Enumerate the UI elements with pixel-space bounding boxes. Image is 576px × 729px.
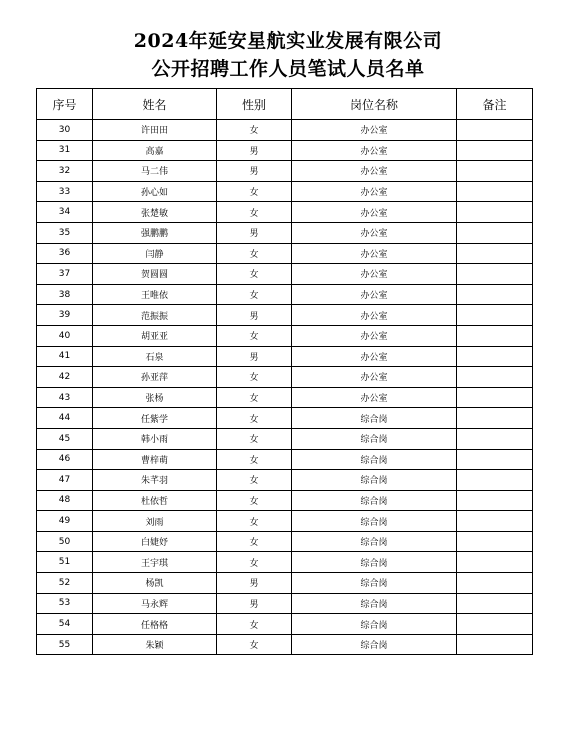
cell-gender: 男 — [217, 346, 292, 367]
title-line-1: 2024年延安星航实业发展有限公司 — [133, 30, 443, 52]
cell-no: 42 — [37, 367, 93, 388]
cell-gender: 女 — [217, 490, 292, 511]
cell-post: 综合岗 — [292, 449, 457, 470]
cell-note — [457, 408, 533, 429]
cell-post: 综合岗 — [292, 614, 457, 635]
table-header — [37, 89, 533, 120]
table-row — [37, 614, 533, 635]
cell-name: 张楚敏 — [93, 202, 217, 223]
cell-name: 贺圆圆 — [93, 264, 217, 285]
cell-no: 35 — [37, 222, 93, 243]
table-row — [37, 305, 533, 326]
cell-no: 30 — [37, 120, 93, 141]
cell-gender: 女 — [217, 202, 292, 223]
table-row — [37, 511, 533, 532]
cell-no: 34 — [37, 202, 93, 223]
cell-name: 石泉 — [93, 346, 217, 367]
cell-gender: 女 — [217, 367, 292, 388]
cell-gender: 女 — [217, 181, 292, 202]
cell-no: 36 — [37, 243, 93, 264]
cell-name: 朱颖 — [93, 634, 217, 655]
cell-gender: 男 — [217, 222, 292, 243]
header-post: 岗位名称 — [292, 89, 457, 120]
candidate-table — [36, 88, 533, 655]
cell-name: 刘雨 — [93, 511, 217, 532]
cell-gender: 男 — [217, 161, 292, 182]
document-title — [0, 27, 576, 83]
cell-name: 王唯依 — [93, 284, 217, 305]
cell-name: 高嘉 — [93, 140, 217, 161]
table-row — [37, 573, 533, 594]
cell-name: 朱芊羽 — [93, 470, 217, 491]
cell-name: 韩小雨 — [93, 428, 217, 449]
cell-note — [457, 634, 533, 655]
table-row — [37, 408, 533, 429]
cell-name: 曹梓萌 — [93, 449, 217, 470]
cell-gender: 女 — [217, 428, 292, 449]
cell-gender: 女 — [217, 325, 292, 346]
cell-no: 53 — [37, 593, 93, 614]
cell-note — [457, 140, 533, 161]
table-row — [37, 243, 533, 264]
cell-note — [457, 120, 533, 141]
header-note: 备注 — [457, 89, 533, 120]
cell-gender: 女 — [217, 408, 292, 429]
cell-no: 45 — [37, 428, 93, 449]
cell-gender: 女 — [217, 634, 292, 655]
cell-note — [457, 552, 533, 573]
table-row — [37, 593, 533, 614]
table-row — [37, 120, 533, 141]
title-line-2: 公开招聘工作人员笔试人员名单 — [151, 58, 425, 80]
cell-gender: 女 — [217, 449, 292, 470]
cell-note — [457, 367, 533, 388]
cell-no: 43 — [37, 387, 93, 408]
cell-post: 综合岗 — [292, 552, 457, 573]
cell-gender: 女 — [217, 511, 292, 532]
cell-name: 强鹏鹏 — [93, 222, 217, 243]
cell-post: 办公室 — [292, 222, 457, 243]
cell-post: 办公室 — [292, 202, 457, 223]
table-row — [37, 346, 533, 367]
cell-no: 48 — [37, 490, 93, 511]
cell-name: 白婕妤 — [93, 531, 217, 552]
cell-name: 杨凯 — [93, 573, 217, 594]
table-row — [37, 161, 533, 182]
cell-name: 马永辉 — [93, 593, 217, 614]
cell-note — [457, 284, 533, 305]
cell-note — [457, 531, 533, 552]
cell-post: 办公室 — [292, 305, 457, 326]
cell-no: 40 — [37, 325, 93, 346]
cell-no: 54 — [37, 614, 93, 635]
table-row — [37, 284, 533, 305]
table-row — [37, 470, 533, 491]
cell-name: 任紫学 — [93, 408, 217, 429]
cell-post: 办公室 — [292, 367, 457, 388]
cell-gender: 男 — [217, 140, 292, 161]
table-row — [37, 387, 533, 408]
cell-note — [457, 511, 533, 532]
cell-gender: 女 — [217, 120, 292, 141]
cell-note — [457, 325, 533, 346]
cell-gender: 男 — [217, 573, 292, 594]
cell-name: 杜依哲 — [93, 490, 217, 511]
cell-no: 52 — [37, 573, 93, 594]
table-row — [37, 140, 533, 161]
cell-no: 51 — [37, 552, 93, 573]
cell-gender: 女 — [217, 387, 292, 408]
cell-no: 32 — [37, 161, 93, 182]
cell-no: 44 — [37, 408, 93, 429]
cell-note — [457, 449, 533, 470]
table-row — [37, 428, 533, 449]
cell-gender: 女 — [217, 284, 292, 305]
cell-note — [457, 490, 533, 511]
cell-name: 王宇琪 — [93, 552, 217, 573]
header-row — [37, 89, 533, 120]
table-row — [37, 181, 533, 202]
cell-name: 马二伟 — [93, 161, 217, 182]
cell-name: 许田田 — [93, 120, 217, 141]
table-row — [37, 531, 533, 552]
cell-name: 孙亚萍 — [93, 367, 217, 388]
cell-note — [457, 305, 533, 326]
cell-no: 31 — [37, 140, 93, 161]
cell-no: 33 — [37, 181, 93, 202]
table-row — [37, 552, 533, 573]
cell-note — [457, 346, 533, 367]
cell-post: 综合岗 — [292, 470, 457, 491]
cell-post: 综合岗 — [292, 428, 457, 449]
header-name: 姓名 — [93, 89, 217, 120]
cell-note — [457, 264, 533, 285]
table-row — [37, 202, 533, 223]
cell-post: 综合岗 — [292, 531, 457, 552]
cell-no: 55 — [37, 634, 93, 655]
cell-no: 37 — [37, 264, 93, 285]
cell-no: 46 — [37, 449, 93, 470]
cell-name: 闫静 — [93, 243, 217, 264]
table-row — [37, 634, 533, 655]
cell-gender: 女 — [217, 470, 292, 491]
table-body — [37, 120, 533, 655]
cell-post: 办公室 — [292, 181, 457, 202]
cell-no: 39 — [37, 305, 93, 326]
cell-name: 任格格 — [93, 614, 217, 635]
table-row — [37, 367, 533, 388]
cell-post: 办公室 — [292, 120, 457, 141]
table-row — [37, 490, 533, 511]
table-row — [37, 325, 533, 346]
cell-gender: 女 — [217, 264, 292, 285]
cell-post: 综合岗 — [292, 408, 457, 429]
cell-gender: 女 — [217, 614, 292, 635]
cell-note — [457, 202, 533, 223]
cell-name: 张杨 — [93, 387, 217, 408]
table-row — [37, 222, 533, 243]
cell-note — [457, 181, 533, 202]
cell-post: 办公室 — [292, 140, 457, 161]
cell-gender: 女 — [217, 531, 292, 552]
cell-post: 办公室 — [292, 284, 457, 305]
cell-no: 50 — [37, 531, 93, 552]
cell-post: 综合岗 — [292, 593, 457, 614]
cell-gender: 女 — [217, 243, 292, 264]
cell-post: 办公室 — [292, 346, 457, 367]
cell-gender: 男 — [217, 305, 292, 326]
cell-post: 综合岗 — [292, 511, 457, 532]
cell-post: 综合岗 — [292, 490, 457, 511]
cell-no: 41 — [37, 346, 93, 367]
cell-name: 孙心如 — [93, 181, 217, 202]
header-no: 序号 — [37, 89, 93, 120]
cell-note — [457, 470, 533, 491]
cell-post: 综合岗 — [292, 634, 457, 655]
cell-post: 办公室 — [292, 387, 457, 408]
cell-gender: 男 — [217, 593, 292, 614]
cell-post: 办公室 — [292, 243, 457, 264]
table-row — [37, 264, 533, 285]
cell-name: 范振振 — [93, 305, 217, 326]
cell-note — [457, 593, 533, 614]
cell-note — [457, 428, 533, 449]
cell-post: 办公室 — [292, 264, 457, 285]
cell-name: 胡亚亚 — [93, 325, 217, 346]
cell-post: 办公室 — [292, 161, 457, 182]
cell-no: 38 — [37, 284, 93, 305]
header-gender: 性别 — [217, 89, 292, 120]
cell-no: 49 — [37, 511, 93, 532]
cell-post: 办公室 — [292, 325, 457, 346]
cell-note — [457, 573, 533, 594]
cell-note — [457, 614, 533, 635]
cell-post: 综合岗 — [292, 573, 457, 594]
cell-gender: 女 — [217, 552, 292, 573]
table-row — [37, 449, 533, 470]
cell-note — [457, 243, 533, 264]
cell-note — [457, 161, 533, 182]
cell-note — [457, 387, 533, 408]
cell-no: 47 — [37, 470, 93, 491]
cell-note — [457, 222, 533, 243]
